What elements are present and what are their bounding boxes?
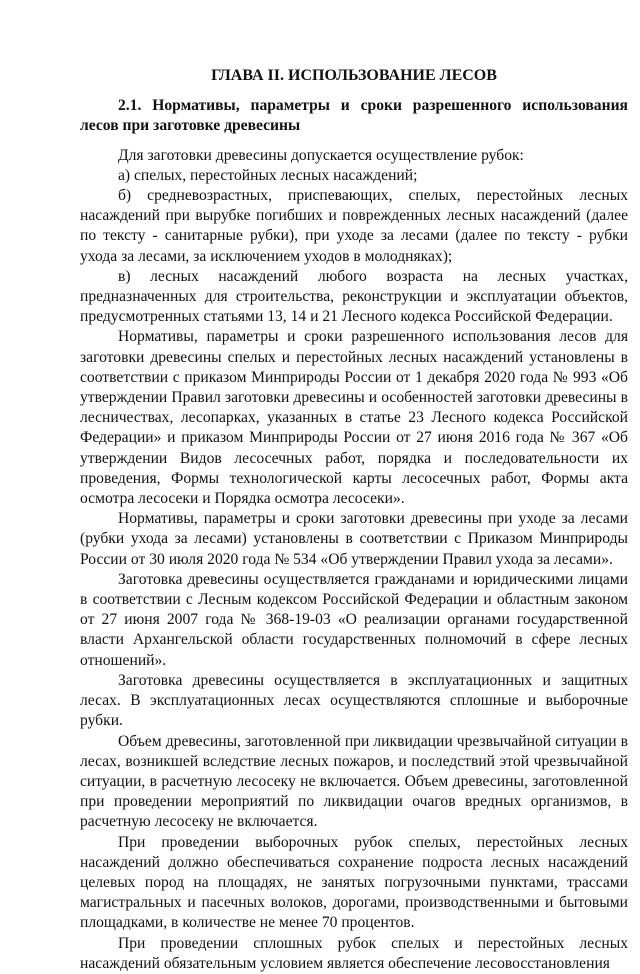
chapter-title: ГЛАВА II. ИСПОЛЬЗОВАНИЕ ЛЕСОВ bbox=[211, 67, 497, 84]
paragraph-intro: Для заготовки древесины допускается осуществление рубок: bbox=[118, 146, 524, 164]
paragraph-list-a: а) спелых, перестойных лесных насаждений; bbox=[118, 166, 418, 184]
paragraph-forest-types: Заготовка древесины осуществляется в эксплуатационных и защитных лесах. В эксплуатационных лесах осуществляются сплошные и выборочные рубки. bbox=[80, 671, 628, 730]
paragraph-harvesting-law: Заготовка древесины осуществляется гражданами и юридическими лицами в соответствии с Лесным кодексом Российской Федерации и областным законом от 27 июня 2007 года № 368-19-03 «О реализации органами государственной власти Архангельской области государственных полномочий в сфере лесных отношений». bbox=[80, 570, 628, 669]
paragraph-emergency-volume: Объем древесины, заготовленной при ликвидации чрезвычайной ситуации в лесах, возникшей вследствие лесных пожаров, и последствий этой чрезвычайной ситуации, в расчетную лесосеку не включается. Объем древесины, заготовленной при проведении мероприятий по ликвидации очагов вредных организмов, в расчетную лесосеку не включается. bbox=[80, 732, 628, 831]
paragraph-list-c: в) лесных насаждений любого возраста на лесных участках, предназначенных для строительства, реконструкции и эксплуатации объектов, предусмотренных статьями 13, 14 и 21 Лесного кодекса Российской Федерации. bbox=[80, 267, 628, 326]
paragraph-care-norms: Нормативы, параметры и сроки заготовки древесины при уходе за лесами (рубки ухода за лесами) установлены в соответствии с Приказом Минприроды России от 30 июля 2020 года № 534 «Об утверждении Правил ухода за лесами». bbox=[80, 510, 628, 568]
paragraph-norms: Нормативы, параметры и сроки разрешенного использования лесов для заготовки древесины спелых и перестойных лесных насаждений установлены в соответствии с приказом Минприроды России от 1 декабря 2020 года № 993 «Об утверждении Правил заготовки древесины и особенностей заготовки древесины в лесничествах, лесопарках, указанных в статье 23 Лесного кодекса Российской Федерации» и приказом Минприроды России от 27 июня 2016 года № 367 «Об утверждении Видов лесосечных работ, порядка и последовательности их проведения, Формы технологической карты лесосечных работ, Формы акта осмотра лесосеки и Порядка осмотра лесосеки». bbox=[80, 328, 628, 508]
paragraph-list-b: б) средневозрастных, приспевающих, спелых, перестойных лесных насаждений при вырубке погибших и поврежденных лесных насаждений (далее по тексту - санитарные рубки), при уходе за лесами (далее по тексту - рубки ухода за лесами, за исключением уходов в молодняках); bbox=[80, 187, 628, 265]
paragraph-selective-cutting: При проведении выборочных рубок спелых, перестойных лесных насаждений должно обеспечиваться сохранение подроста лесных насаждений целевых пород на площадях, не занятых погрузочными пунктами, трассами магистральных и пасечных волоков, дорогами, производственными и бытовыми площадками, в количестве не менее 70 процентов. bbox=[80, 833, 628, 932]
paragraph-clear-cutting: При проведении сплошных рубок спелых и перестойных лесных насаждений обязательным условием является обеспечение лесовосстановления bbox=[80, 934, 628, 972]
document-page bbox=[80, 66, 628, 974]
section-heading: 2.1. Нормативы, параметры и сроки разрешенного использования лесов при заготовке древесины bbox=[80, 97, 628, 135]
